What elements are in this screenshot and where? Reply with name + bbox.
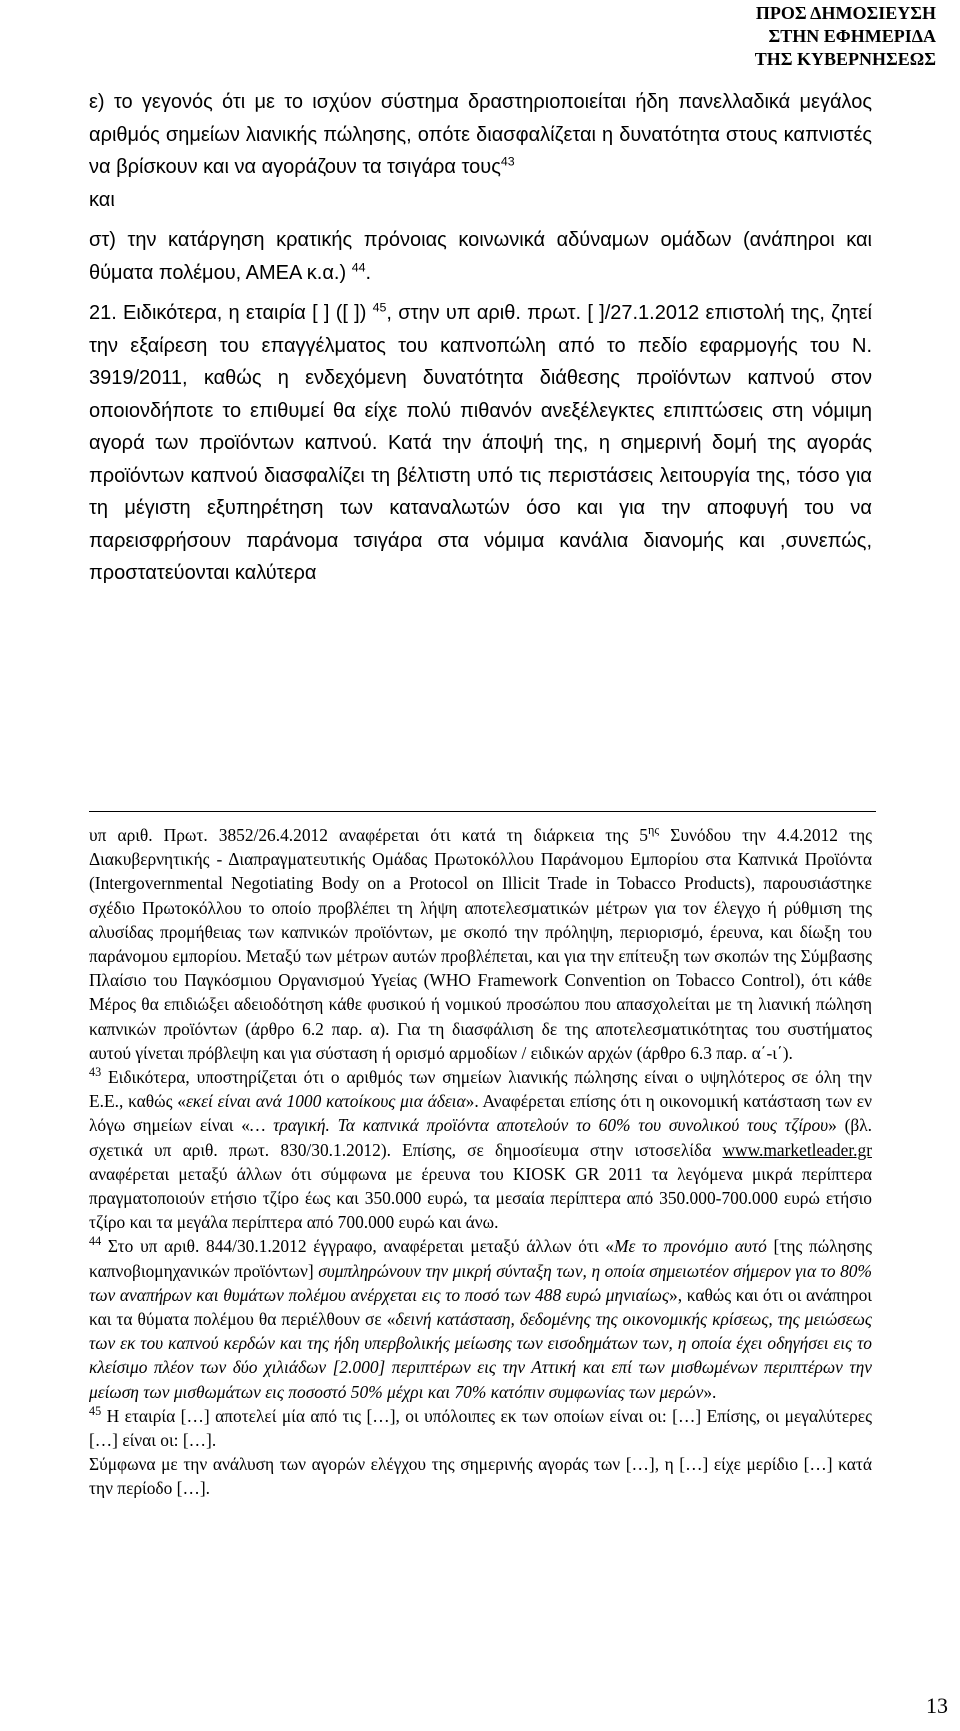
- footnote-45-continued: Σύμφωνα με την ανάλυση των αγορών ελέγχου της σημερινής αγοράς των […], η […] είχε μερίδιο […] κατά την περίοδο […].: [89, 1454, 872, 1499]
- header-line-2: ΣΤΗΝ ΕΦΗΜΕΡΙΔΑ: [768, 26, 936, 46]
- item-st: στ) την κατάργηση κρατικής πρόνοιας κοινωνικά αδύναμων ομάδων (ανάπηροι και θύματα πολέμου, ΑΜΕΑ κ.α.) $^{44}$.: [89, 229, 872, 284]
- footnote-45: $^{45}$ Η εταιρία […] αποτελεί μία από τις […], οι υπόλοιπες εκ των οποίων είναι οι: […] Επίσης, οι μεγαλύτερες […] είναι οι: […].: [89, 1404, 872, 1451]
- footnote-43: $^{43}$ Ειδικότερα, υποστηρίζεται ότι ο αριθμός των σημείων λιανικής πώλησης είναι ο υψηλότερος σε όλη την Ε.Ε., καθώς «εκεί είναι ανά 1000 κατοίκους μια άδεια». Αναφέρεται επίσης ότι η οικονομική κατάσταση των εν λόγω σημείων είναι «… τραγική. Τα καπνικά προϊόντα αποτελούν το 60% του συνολικού τους τζίρου» (βλ. σχετικά υπ αριθ. πρωτ. 830/30.1.2012). Επίσης, σε δημοσίευμα στην ιστοσελίδα www.marketleader.gr αναφέρεται μεταξύ άλλων ότι σύμφωνα με έρευνα του KIOSK GR 2011 τα λεγόμενα μικρά περίπτερα πραγματοποιούν ετήσιο τζίρο έως και 350.000 ευρώ, τα μεσαία περίπτερα από 350.000-700.000 ευρώ ετήσιο τζίρο και τα μεγάλα περίπτερα από 700.000 ευρώ και άνω.: [89, 1065, 872, 1233]
- paragraph-21: 21. Ειδικότερα, η εταιρία [ ] ([ ]) $^{45}$, στην υπ αριθ. πρωτ. [ ]/27.1.2012 επιστολή της, ζητεί την εξαίρεση του επαγγέλματος του καπνοπώλη από το πεδίο εφαρμογής του Ν. 3919/2011, καθώς η ενδεχόμενη δυνατότητα διάθεσης προϊόντων καπνού στον οποιονδήποτε το επιθυμεί θα είχε πολύ πιθανόν ανεξέλεγκτες επιπτώσεις στη νόμιμη αγορά των προϊόντων καπνού. Κατά την άποψή της, η σημερινή δομή της αγοράς προϊόντων καπνού διασφαλίζει τη βέλτιστη υπό τις περιστάσεις λειτουργία της, τόσο για τη μέγιστη εξυπηρέτηση των καταναλωτών όσο και για την αποφυγή του να παρεισφρήσουν παράνομα τσιγάρα στα νόμιμα κανάλια διανομής και ,συνεπώς, προστατεύονται καλύτερα: [89, 300, 872, 584]
- publication-header: [676, 2, 936, 71]
- footnote-continuation: υπ αριθ. Πρωτ. 3852/26.4.2012 αναφέρεται ότι κατά τη διάρκεια της $5^{\eta\varsigma}$ Συνόδου την 4.4.2012 της Διακυβερνητικής - Διαπραγματευτικής Ομάδας Πρωτοκόλλου Παράνομου Εμπορίου στα Καπνικά Προϊόντα (Intergovernmental Negotiating Body on a Protocol on Illicit Trade in Tobacco Products), παρουσιάστηκε σχέδιο Πρωτοκόλλου το οποίο προβλέπει τη λήψη αποτελεσματικών μέτρων για τον έλεγχο ή ρύθμιση της αλυσίδας προμήθειας των καπνικών προϊόντων, με σκοπό την πρόληψη, περιορισμό, έρευνα, και δίωξη του παράνομου εμπορίου. Μεταξύ των μέτρων αυτών προβλέπεται, και για την επίτευξη των σκοπών της Σύμβασης Πλαίσιο του Παγκόσμιου Οργανισμού Υγείας (WHO Framework Convention on Tobacco Control), ότι κάθε Μέρος θα επιδιώξει αδειοδότηση κάθε φυσικού ή νομικού προσώπου που απασχολείται με τη λιανική πώληση καπνικών προϊόντων (άρθρο 6.2 παρ. α). Για τη διασφάλιση δε της αποτελεσματικότητας του συστήματος αυτού γίνεται πρόβλεψη και για σύσταση ή ορισμό αρμοδίων / ειδικών αρχών (άρθρο 6.3 παρ. α΄-ι΄).: [89, 823, 872, 1063]
- footnote-ref-45: 45: [372, 300, 387, 315]
- page-number: 13: [926, 1693, 948, 1718]
- footnote-ref-43: 43: [500, 154, 515, 169]
- item-e: ε) το γεγονός ότι με το ισχύον σύστημα δραστηριοποιείται ήδη πανελλαδικά μεγάλος αριθμός σημείων λιανικής πώλησης, οπότε διασφαλίζεται η δυνατότητα στους καπνιστές να βρίσκουν και να αγοράζουν τα τσιγάρα τους$^{43}$ και: [89, 91, 872, 211]
- main-text: [89, 86, 872, 590]
- marketleader-link[interactable]: www.marketleader.gr: [722, 1139, 872, 1160]
- footnote-separator: [89, 811, 876, 812]
- header-line-1: ΠΡΟΣ ΔΗΜΟΣΙΕΥΣΗ: [755, 3, 936, 23]
- header-line-3: ΤΗΣ ΚΥΒΕΡΝΗΣΕΩΣ: [754, 49, 936, 69]
- footnote-ref-44: 44: [351, 259, 366, 274]
- footnote-44: $^{44}$ Στο υπ αριθ. 844/30.1.2012 έγγραφο, αναφέρεται μεταξύ άλλων ότι «Με το προνόμιο αυτό [της πώλησης καπνοβιομηχανικών προϊόντων] συμπληρώνουν την μικρή σύνταξη των, η οποία σημειωτέον σήμερον για το 80% των αναπήρων και θυμάτων πολέμου ανέρχεται εις το ποσό των 488 ευρώ μηνιαίως», καθώς και ότι οι ανάπηροι και τα θύματα πολέμου θα περιέλθουν σε «δεινή κατάσταση, δεδομένης της οικονομικής κρίσεως, της μειώσεως των εκ του καπνού κερδών και της ήδη υπερβολικής μείωσης των εισοδημάτων των, η οποία έχει οδηγήσει εις το κλείσιμο πλέον των δύο χιλιάδων [2.000] περιπτέρων εις την Αττική και επί των μισθωμένων περιπτέρων την μείωση των μισθωμάτων εις ποσοστό 50% μέχρι και 70% κατόπιν συμφωνίας των μερών».: [89, 1234, 872, 1402]
- footnotes: [89, 823, 872, 1501]
